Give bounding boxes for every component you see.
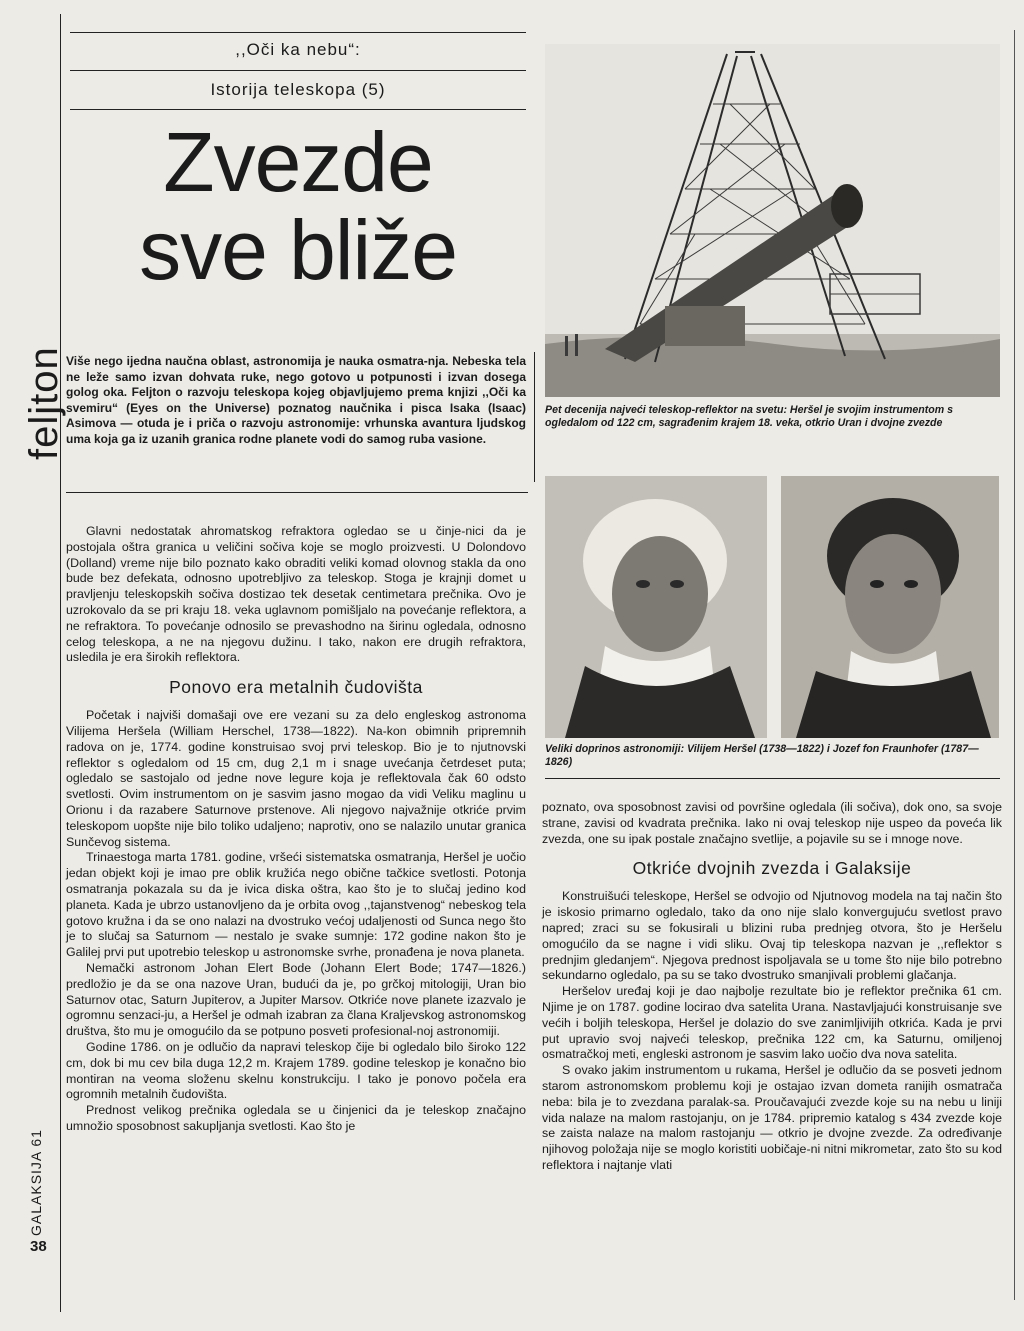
section-label: feljton (22, 346, 66, 460)
left-paragraph-3: Trinaestoga marta 1781. godine, vršeći sistematska osmatranja, Heršel je uočio jedan objekt koji je imao pre oblik kružića nego obične tačkice svetlosti. Potonja osmatranja pokazala su da je ivica diska oštra, kao što je to slučaj jedino kod planeta. Kada je ubrzo ustanovljeno da je orbita ovog ,,tajanstvenog“ nebeskog tela gotovo kružna i da se ono nalazi na dvostruko većoj udaljenosti od Sunca nego što je to slučaj sa Saturnom — nestalo je svake sumnje: 172 godine nakon što je Galilej prvi put upotrebio teleskop u astronomske svrhe, pronađena je nova planeta. (66, 850, 526, 960)
right-column (542, 800, 1002, 1174)
left-paragraph-5: Godine 1786. on je odlučio da napravi teleskop čije bi ogledalo bilo široko 122 cm, dok bi mu cev bila duga 12,2 m. Krajem 1789. godine teleskop je konačno bio montiran na veoma složenu skelnu konstrukciju. I tako je ponovo počela era ogromnih metalnih čudovišta. (66, 1039, 526, 1102)
portrait-fraunhofer (781, 476, 999, 738)
title-line-2: sve bliže (139, 203, 457, 297)
herschel-portrait-drawing (545, 476, 767, 738)
left-paragraph-1: Glavni nedostatak ahromatskog refraktora ogledao se u činje-nici da je postojala oštra granica u veličini sočiva koje se moglo proizvesti. U Dolondovo (Dolland) vreme nije bilo poznato kako obraditi veliki komad olovnog stakla da ono bude bez defekata, odnosno upotrebljivo za teleskop. Stoga je krajnji domet u pravljenju teleskopskih sočiva dostizao tek desetak centimetara prečnika. Ovo je uzrokovalo da se pri kraju 18. veka uglavnom pomišljalo na povećanje reflektora, a ne refraktora. To povećanje odnosilo se prevashodno na širinu ogledala, odnosno celog teleskopa, a ne na njegovu dužinu. I tako, nakon ere drugih refraktora, usledila je era širokih reflektora. (66, 524, 526, 665)
right-paragraph-1: poznato, ova sposobnost zavisi od površine ogledala (ili sočiva), dok ono, sa svoje strane, zavisi od kvadrata prečnika. Iako ni ovaj teleskop nije uspeo da poveća lik zvezda, one su ipak postale značajno svetlije, a pojavile su se i mnoge nove. (542, 800, 1002, 846)
left-column (66, 524, 526, 1135)
subheading-double-stars: Otkriće dvojnih zvezda i Galaksije (632, 858, 912, 879)
title-line-1: Zvezde (163, 115, 433, 209)
telescope-engraving (545, 44, 1000, 397)
lead-bottom-rule (66, 492, 528, 493)
left-paragraph-6: Prednost velikog prečnika ogledala se u činjenici da je teleskop značajno umnožio sposobnost sakupljanja svetlosti. Kao što je (66, 1103, 526, 1133)
portrait-herschel (545, 476, 767, 738)
rule-under-kicker (70, 70, 526, 71)
fraunhofer-portrait-drawing (781, 476, 999, 738)
portraits-caption: Veliki doprinos astronomiji: Vilijem Heršel (1738—1822) i Jozef fon Fraunhofer (1787—1826) (545, 743, 979, 768)
right-paragraph-3: Heršelov uređaj koji je dao najbolje rezultate bio je reflektor prečnika 61 cm. Njime je on 1787. godine locirao dva satelita Urana. Nastavljajući konstruisanje sve većih i boljih teleskopa, Heršel je dolazio do sve zanimljivijih otkrića. Kada je prvi put upravio svoj najveći teleskop, prečnika 122 cm, ka Saturnu, omiljenoj osmatračkoj meti, engleski astronom je sasvim lako uočio dva nova satelita. (542, 984, 1002, 1062)
top-rule (70, 32, 526, 33)
left-paragraph-2: Početak i najviši domašaji ove ere vezani su za delo engleskog astronoma Vilijema Heršela (William Herschel, 1738—1822). Na-kon obimnih pripremnih radova on je, 1774. godine konstruisao svoj prvi teleskop. Bio je to njutnovski reflektor s ogledalom od 15 cm, dug 2,1 m i snage uvećanja četrdeset puta; ogledalo se sastojalo od jedne nove legure koja je reflektovala čak 60 odsto svetlosti. Ovim instrumentom on je sasvim jasno mogao da vidi Veliku maglinu u Orionu i da razabere Saturnove prstenove. Ali njegovo najvažnije otkriće prvim teleskopom uopšte nije bilo toliko udaljeno; naprotiv, ono se nalazilo unutar granica Sunčevog sistema. (66, 708, 526, 849)
kicker: ,,Oči ka nebu“: (235, 40, 361, 59)
right-paragraph-4: S ovako jakim instrumentom u rukama, Heršel je odlučio da se posveti jednom starom astronomskom problemu koji je ostajao izvan dometa ranijih osmatrača neba: bila je to zvezdana paralak-sa. Proučavajući zvezde koje su na nebu u liniji vida nalaze na malom rastojanju, on je 1784. pripremio katalog s 434 zvezde koje se zaista nalaze na malom rastojanju — otkrio je dvojne zvezde. Za određivanje njihovog položaja nije se moglo koristiti uobičaje-ni nitni mikrometar, zato što su kod reflektora i najtanje vlati (542, 1063, 1002, 1172)
right-edge-rule (1014, 30, 1015, 1300)
magazine-name: GALAKSIJA 61 (28, 1129, 44, 1236)
telescope-caption: Pet decenija najveći teleskop-reflektor na svetu: Heršel je svojim instrumentom s ogledalom od 122 cm, sagrađenim krajem 18. veka, otkrio Uran i dvojne zvezde (545, 404, 954, 429)
rule-under-series (70, 109, 526, 110)
left-paragraph-4: Nemački astronom Johan Elert Bode (Johann Elert Bode; 1747—1826.) predložio je da se ona nazove Uran, budući da je, po grčkoj mitologiji, Uran bio Saturnov otac, Saturn Jupiterov, a Jupiter Marsov. Otkriće nove planete izazvalo je ogromnu senzaci-ju, a Heršel je odmah izabran za člana Kraljevskog astronomskog društva, što mu je omogućilo da se potpuno posveti profesional-noj astronomiji. (66, 960, 526, 1039)
page-number: 38 (30, 1238, 47, 1255)
series-title: Istorija teleskopa (5) (210, 80, 386, 99)
lead-right-rule (534, 352, 535, 482)
lead-paragraph (66, 354, 526, 448)
portraits-bottom-rule (545, 778, 1000, 779)
left-margin-rule (60, 14, 61, 1312)
telescope-drawing (545, 44, 1000, 397)
subheading-metal-monsters: Ponovo era metalnih čudovišta (169, 677, 423, 698)
lead-text: Više nego ijedna naučna oblast, astronomija je nauka osmatra-nja. Nebeska tela ne leže samo izvan dohvata ruke, nego gotovo u potpunosti i izvan dosega golog oka. Feljton o razvoju teleskopa kojeg objavljujemo prema knjizi ,,Oči ka svemiru“ (Eyes on the Universe) poznatog naučnika i pisca Isaka (Isaac) Asimova — otuda je i priča o razvoju astronomije: vrhunska avantura ljudskog uma koja ga iz uzanih granica rodne planete vodi do samog ruba vasione. (66, 354, 526, 446)
right-paragraph-2: Konstruišući teleskope, Heršel se odvojio od Njutnovog modela na taj način što je iskosio primarno ogledalo, tako da ono nije slalo konvergujuću svetlost pravo napred; zraci su se fokusirali u blizini ruba prednjeg otvora, što je Heršelu omogućilo da se nagne i vidi sliku. Ovaj tip teleskopa nazvan je ,,reflektor s prednjim gledanjem“. Njegova prednost ispoljavala se u tome što nije bilo potrebno sekundarno ogledalo, pa su se tako dvostruko smanjivali problemi glačanja. (542, 889, 1002, 983)
page-title (70, 115, 526, 297)
